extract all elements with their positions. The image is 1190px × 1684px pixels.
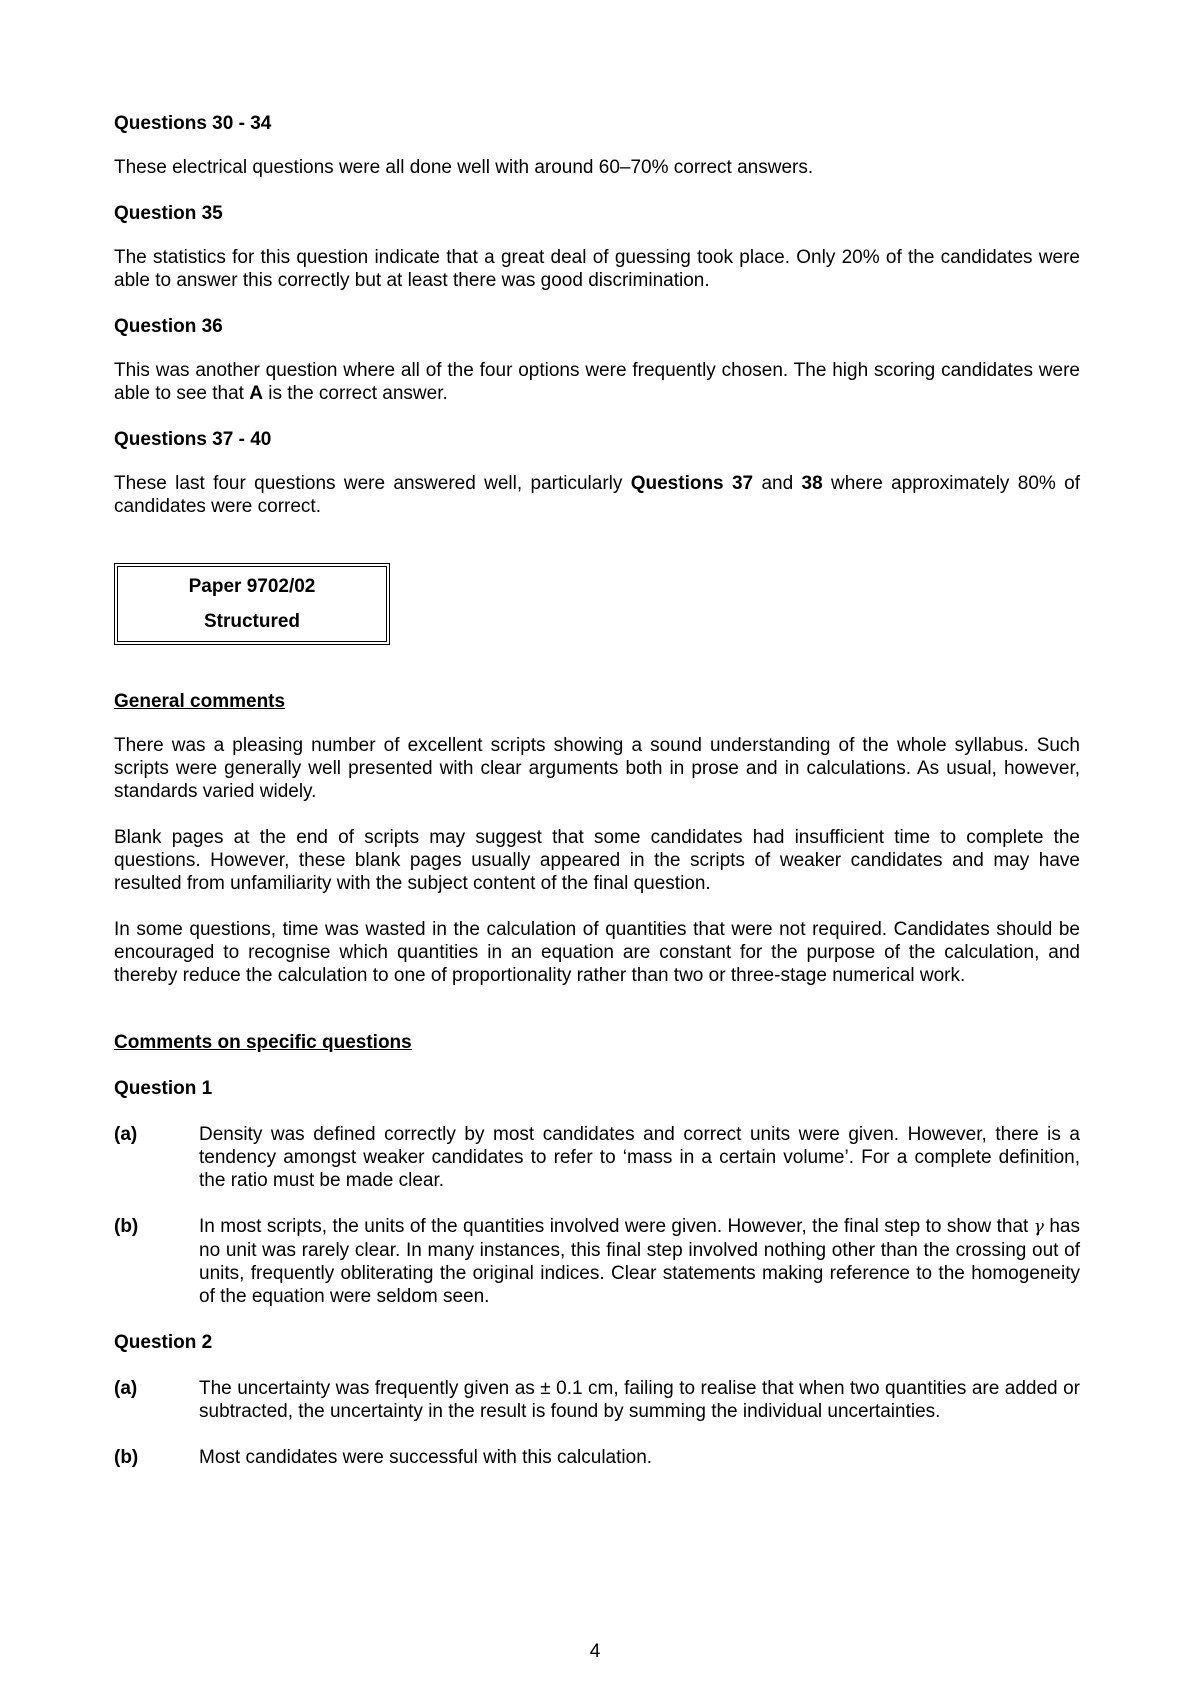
general-paragraph: There was a pleasing number of excellent scripts showing a sound understanding of the whole syllabus. Such scripts were generally well presented with clear arguments both in prose and in calculations. As usual, however, standards varied widely. [114, 735, 1080, 802]
general-paragraph: Blank pages at the end of scripts may suggest that some candidates had insufficient time to complete the questions. However, these blank pages usually appeared in the scripts of weaker candidates and may have resulted from unfamiliarity with the subject content of the final question. [114, 827, 1080, 894]
text-q35: The statistics for this question indicate that a great deal of guessing took place. Only 20% of the candidates were able to answer this correctly but at least there was good discrimination. [114, 247, 1080, 291]
q1-part-b [114, 1215, 1080, 1308]
page-number: 4 [589, 1641, 601, 1662]
report-page [114, 112, 1080, 1469]
text-part: In most scripts, the units of the quantities involved were given. However, the final step to show that [199, 1216, 1034, 1237]
specific-comments-heading: Comments on specific questions [114, 1032, 412, 1053]
bold-ref: 38 [801, 473, 823, 494]
text-q36-part: This was another question where all of the four options were frequently chosen. The high scoring candidates were able to see that [114, 360, 1080, 404]
paper-code: Paper 9702/02 [188, 576, 316, 597]
general-paragraph: In some questions, time was wasted in the calculation of quantities that were not required. Candidates should be encouraged to recognise which quantities in an equation are constant for the purpose of the calculation, and thereby reduce the calculation to one of proportionality rather than two or three-stage numerical work. [114, 919, 1080, 986]
part-label: (b) [114, 1216, 139, 1237]
part-label: (b) [114, 1447, 139, 1468]
text-q30-34: These electrical questions were all done well with around 60–70% correct answers. [114, 157, 814, 178]
heading-q2: Question 2 [114, 1332, 213, 1353]
bold-ref: Questions 37 [630, 473, 754, 494]
text-part: and [753, 473, 802, 494]
part-text: Most candidates were successful with this calculation. [199, 1447, 653, 1468]
text-q36-part: is the correct answer. [262, 383, 448, 404]
heading-q1: Question 1 [114, 1078, 213, 1099]
q2-part-b [114, 1446, 1080, 1469]
text-q36 [114, 359, 1080, 405]
text-part: has no unit was rarely clear. In many instances, this final step involved nothing other than the crossing out of units, frequently obliterating the original indices. Clear statements making reference to the homogeneity of the equation were seldom seen. [199, 1216, 1080, 1307]
heading-q37-40: Questions 37 - 40 [114, 429, 272, 450]
part-label: (a) [114, 1378, 138, 1399]
part-text [199, 1215, 1080, 1308]
part-text: Density was defined correctly by most candidates and correct units were given. However, there is a tendency amongst weaker candidates to refer to ‘mass in a certain volume’. For a complete definition, the ratio must be made clear. [199, 1124, 1080, 1191]
part-label: (a) [114, 1124, 138, 1145]
text-part: where approximately 80% of candidates were correct. [114, 473, 1081, 517]
heading-q30-34: Questions 30 - 34 [114, 113, 272, 134]
text-part: These last four questions were answered well, particularly [114, 473, 631, 494]
paper-title-box [114, 563, 390, 645]
gamma-symbol: γ [1033, 1217, 1044, 1237]
heading-q36: Question 36 [114, 316, 223, 337]
general-comments-heading: General comments [114, 691, 286, 712]
answer-letter: A [249, 383, 263, 404]
q1-part-a [114, 1123, 1080, 1192]
paper-type: Structured [203, 611, 301, 632]
heading-q35: Question 35 [114, 203, 223, 224]
q2-part-a [114, 1377, 1080, 1423]
part-text: The uncertainty was frequently given as ± 0.1 cm, failing to realise that when two quantities are added or subtracted, the uncertainty in the result is found by summing the individual uncertainties. [199, 1378, 1080, 1422]
text-q37-40 [114, 472, 1080, 518]
